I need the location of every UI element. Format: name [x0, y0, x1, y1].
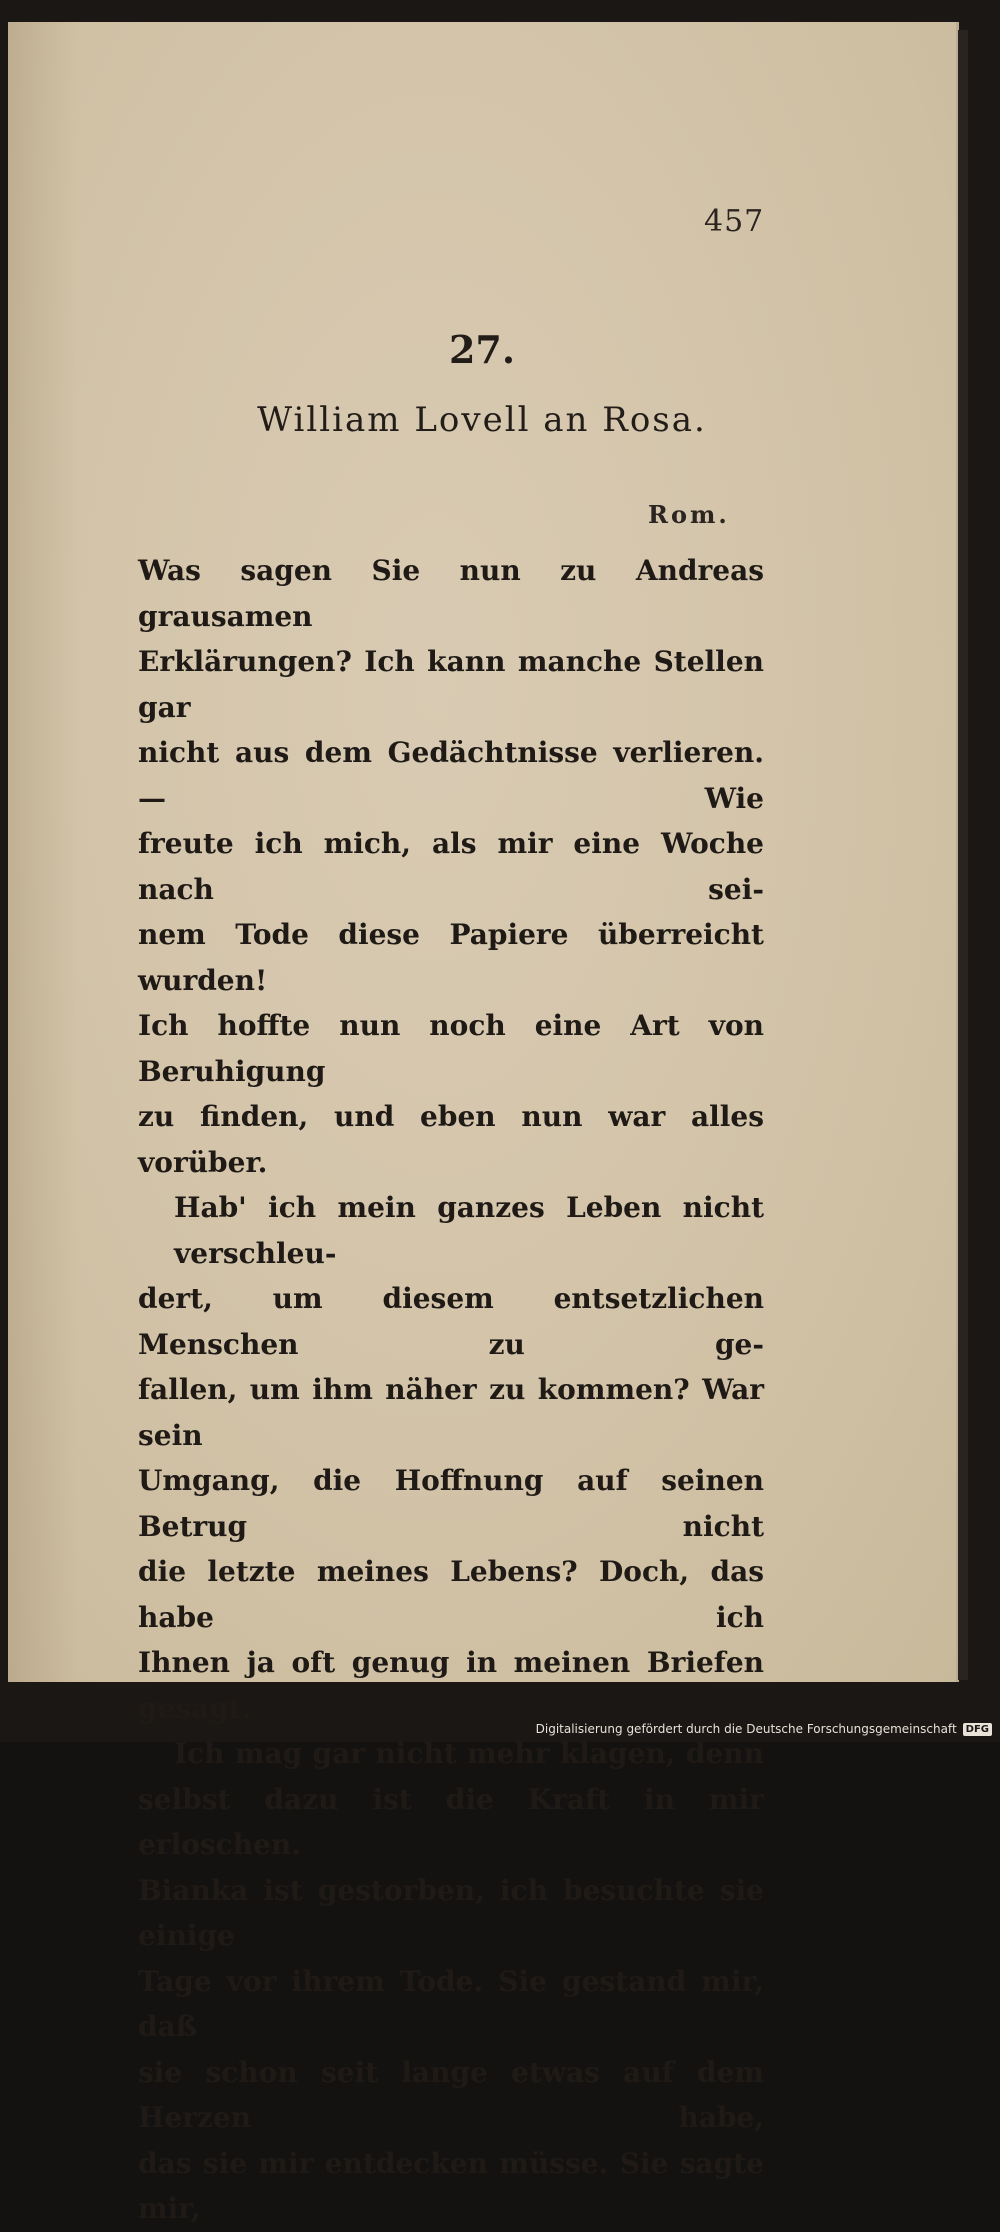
- body-line: Umgang, die Hoffnung auf seinen Betrug nicht: [138, 1464, 764, 1543]
- body-line: Erklärungen? Ich kann manche Stellen gar: [138, 645, 764, 724]
- letter-number: 27.: [448, 327, 516, 372]
- body-line: freute ich mich, als mir eine Woche nach sei-: [138, 827, 764, 906]
- body-line: sie schon seit lange etwas auf dem Herzen habe,: [138, 2055, 764, 2134]
- credit-text: Digitalisierung gefördert durch die Deutsche Forschungsgemeinschaft: [535, 1722, 957, 1736]
- body-line: Ihnen ja oft genug in meinen Briefen gesagt.: [138, 1646, 764, 1725]
- page-edge: [958, 30, 968, 1680]
- body-line: Ich hoffte nun noch eine Art von Beruhigung: [138, 1009, 764, 1088]
- body-line: Tage vor ihrem Tode. Sie gestand mir, daß: [138, 1964, 764, 2043]
- body-line: dert, um diesem entsetzlichen Menschen zu ge-: [138, 1282, 764, 1361]
- letter-body: [138, 548, 764, 2232]
- body-line: Ich mag gar nicht mehr klagen, denn: [174, 1737, 764, 1770]
- body-line: nem Tode diese Papiere überreicht wurden!: [138, 918, 764, 997]
- body-line: fallen, um ihm näher zu kommen? War sein: [138, 1373, 764, 1452]
- body-line: Bianka ist gestorben, ich besuchte sie einige: [138, 1873, 764, 1952]
- body-line: selbst dazu ist die Kraft in mir erloschen.: [138, 1782, 764, 1861]
- body-line: Hab' ich mein ganzes Leben nicht verschleu-: [174, 1191, 764, 1270]
- letter-title: William Lovell an Rosa.: [257, 400, 707, 440]
- body-line: die letzte meines Lebens? Doch, das habe ich: [138, 1555, 764, 1634]
- body-line: zu finden, und eben nun war alles vorüber.: [138, 1100, 764, 1179]
- page-number: 457: [704, 204, 765, 239]
- digitization-credit: [536, 1722, 992, 1736]
- body-line: nicht aus dem Gedächtnisse verlieren. — Wie: [138, 736, 764, 815]
- dfg-logo-icon: DFG: [963, 1723, 992, 1736]
- body-line: das sie mir entdecken müsse. Sie sagte mir,: [138, 2146, 764, 2225]
- letter-place: Rom.: [648, 500, 730, 529]
- body-line: Was sagen Sie nun zu Andreas grausamen: [138, 554, 764, 633]
